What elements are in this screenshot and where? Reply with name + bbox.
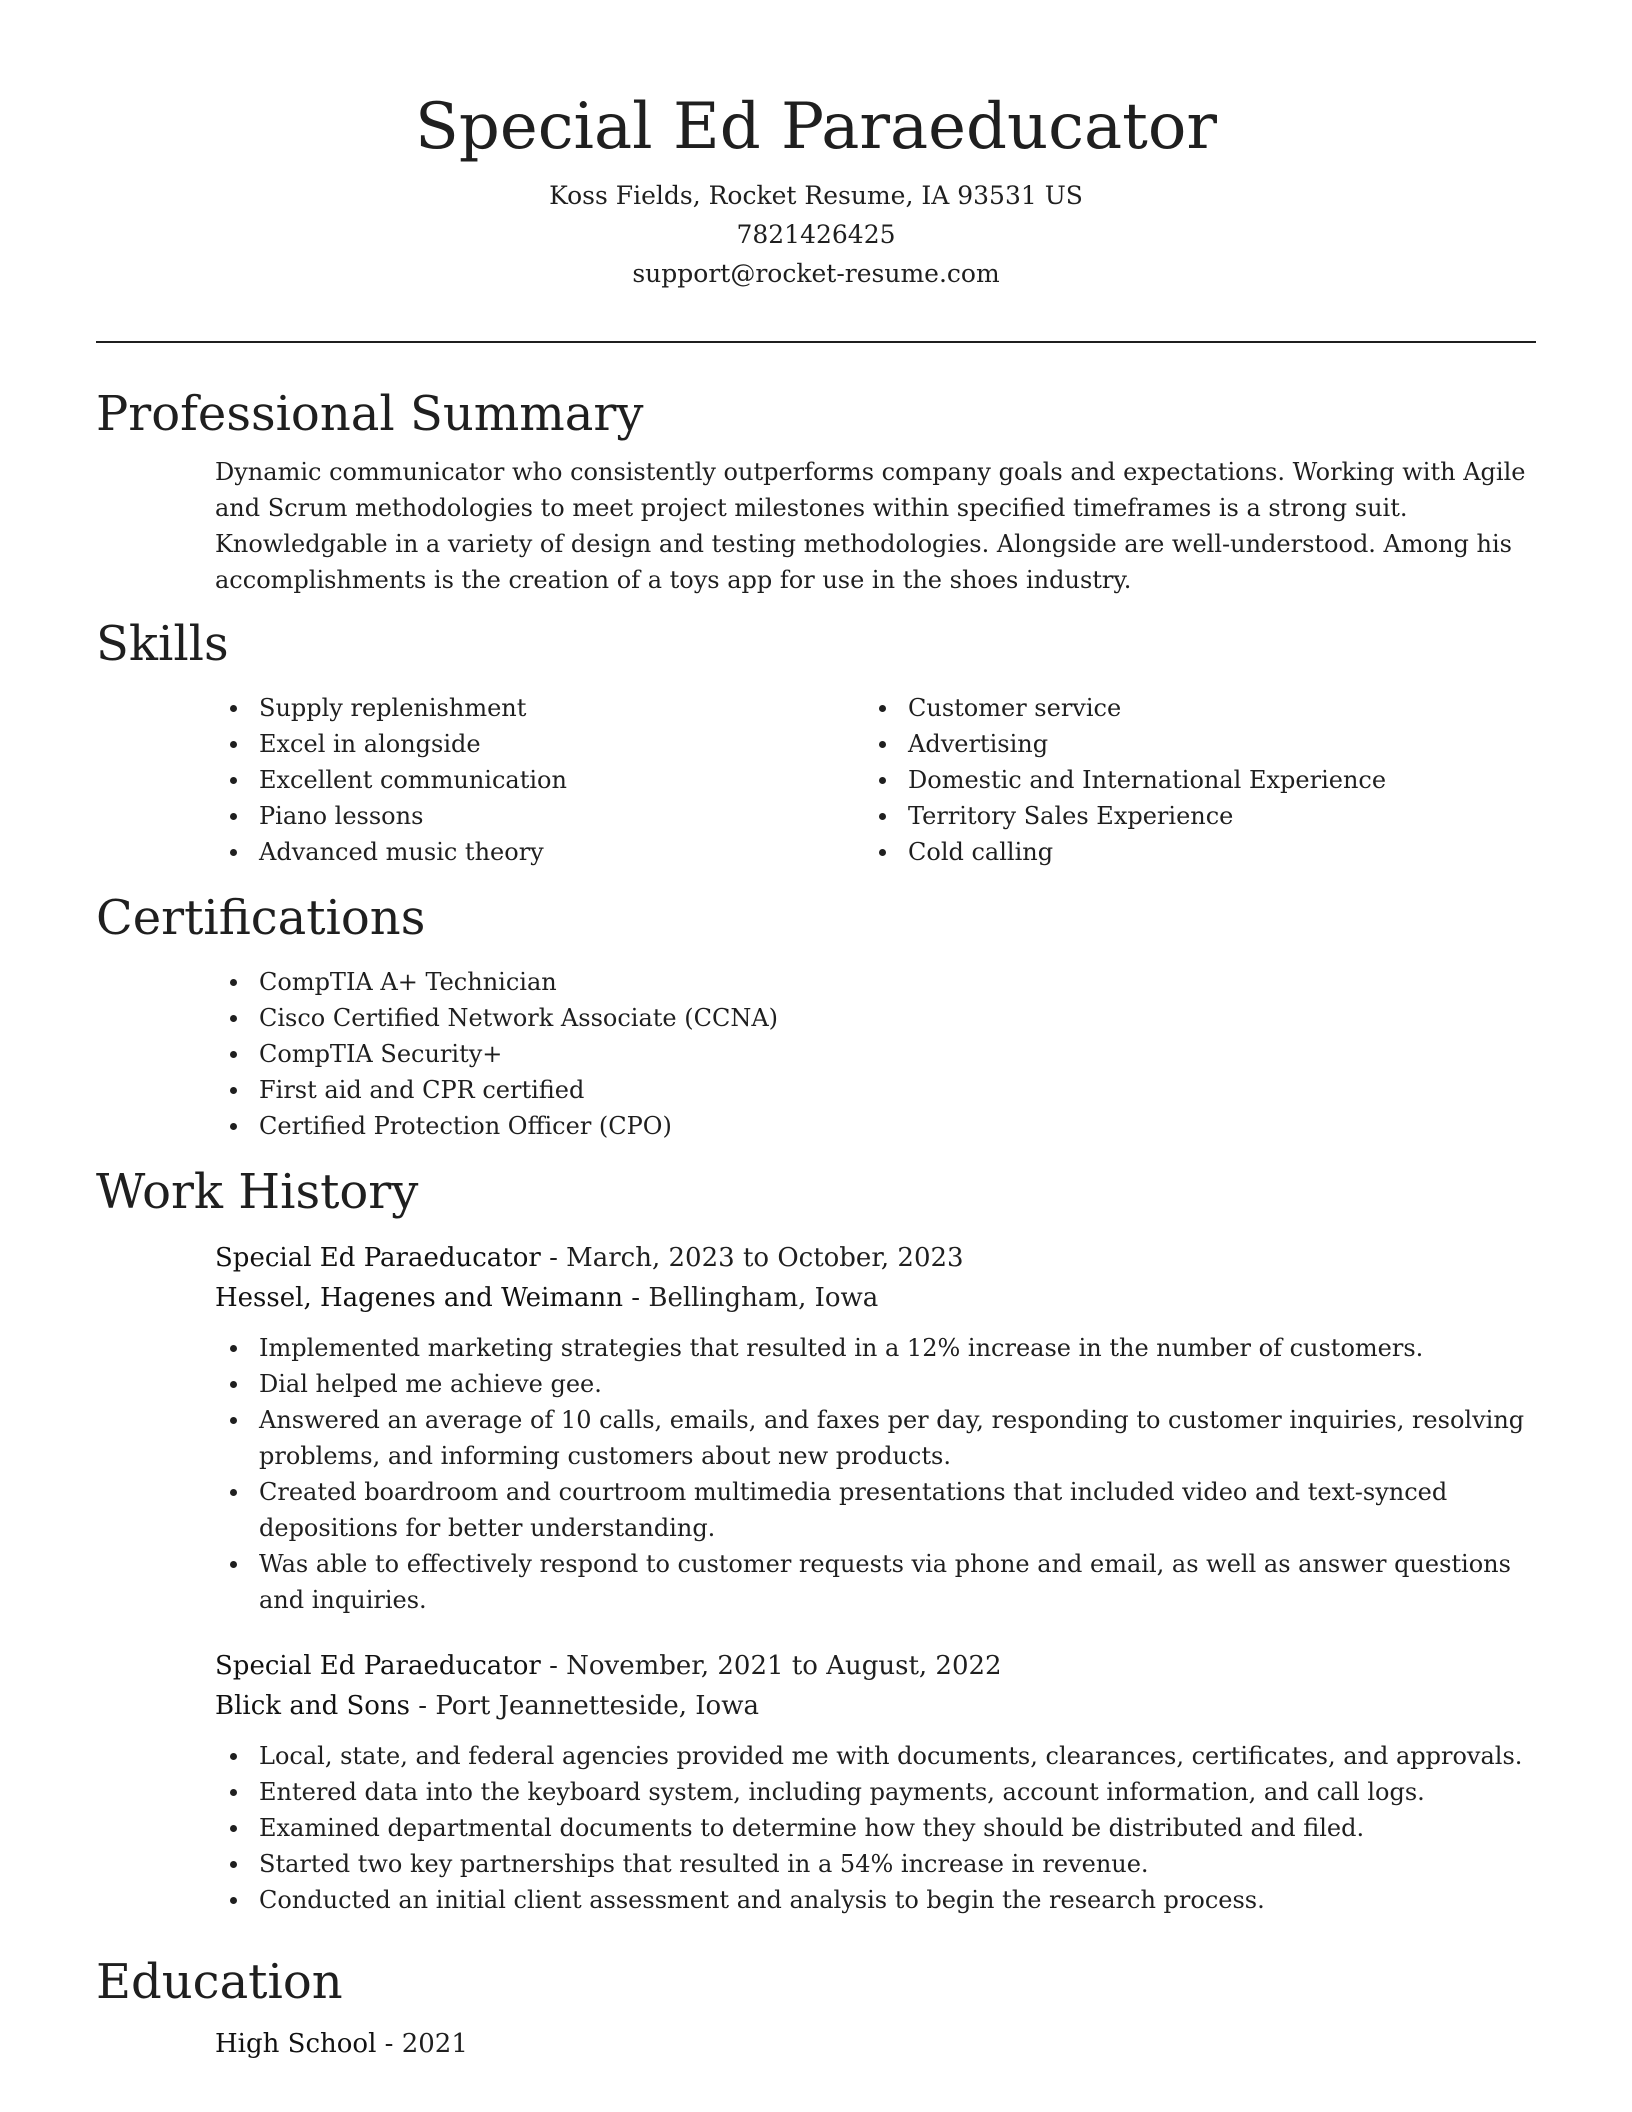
summary-heading: Professional Summary — [96, 386, 644, 442]
job-duty-item: Examined departmental documents to determine how they should be distributed and filed. — [215, 1810, 1536, 1846]
job-company: Hessel, Hagenes and Weimann — [215, 1283, 624, 1313]
skills-heading: Skills — [96, 616, 229, 672]
skills-section — [96, 608, 1536, 870]
work-history-heading: Work History — [96, 1164, 419, 1220]
certification-item: First aid and CPR certified — [215, 1072, 1536, 1108]
certification-item: Cisco Certified Network Associate (CCNA) — [215, 1000, 1536, 1036]
job-duty-item: Was able to effectively respond to customer requests via phone and email, as well as answer questions and inquiries. — [215, 1546, 1536, 1618]
job-entry — [215, 1238, 1536, 1618]
education-year: - 2021 — [376, 2029, 468, 2059]
certification-item: CompTIA A+ Technician — [215, 964, 1536, 1000]
certifications-section — [96, 882, 1536, 1144]
skill-item: Advanced music theory — [215, 834, 864, 870]
job-title: Special Ed Paraeducator — [215, 1651, 541, 1681]
job-company-line — [215, 1686, 1536, 1726]
job-dates: - November, 2021 to August, 2022 — [540, 1651, 1002, 1681]
job-title-line — [215, 1646, 1536, 1686]
skills-column-left — [215, 690, 864, 870]
skills-grid — [215, 690, 1536, 870]
education-degree: High School — [215, 2029, 377, 2059]
work-history-section — [96, 1156, 1536, 1918]
education-section — [96, 1946, 1536, 2064]
skills-column-right — [864, 690, 1513, 870]
job-title: Special Ed Paraeducator — [215, 1243, 541, 1273]
contact-email: support@rocket-resume.com — [632, 259, 1000, 288]
skill-item: Customer service — [864, 690, 1513, 726]
job-entry — [215, 1646, 1536, 1918]
job-duty-item: Answered an average of 10 calls, emails, and faxes per day, responding to customer inquiries, resolving problems, and informing customers about new products. — [215, 1402, 1536, 1474]
contact-address: Koss Fields, Rocket Resume, IA 93531 US — [549, 181, 1083, 210]
skill-item: Piano lessons — [215, 798, 864, 834]
job-duty-item: Local, state, and federal agencies provided me with documents, clearances, certificates, and approvals. — [215, 1738, 1536, 1774]
job-company-line — [215, 1278, 1536, 1318]
job-duty-item: Started two key partnerships that resulted in a 54% increase in revenue. — [215, 1846, 1536, 1882]
job-duty-item: Entered data into the keyboard system, including payments, account information, and call logs. — [215, 1774, 1536, 1810]
job-duty-item: Conducted an initial client assessment and analysis to begin the research process. — [215, 1882, 1536, 1918]
job-duty-item: Dial helped me achieve gee. — [215, 1366, 1536, 1402]
summary-section — [96, 378, 1536, 598]
contact-block — [96, 176, 1536, 293]
skill-item: Domestic and International Experience — [864, 762, 1513, 798]
candidate-name: Special Ed Paraeducator — [415, 90, 1217, 164]
certifications-list — [215, 964, 1536, 1144]
skill-item: Advertising — [864, 726, 1513, 762]
job-dates: - March, 2023 to October, 2023 — [540, 1243, 964, 1273]
job-title-line — [215, 1238, 1536, 1278]
skill-item: Supply replenishment — [215, 690, 864, 726]
skill-item: Excellent communication — [215, 762, 864, 798]
skill-item: Territory Sales Experience — [864, 798, 1513, 834]
job-duties — [215, 1330, 1536, 1618]
skill-item: Excel in alongside — [215, 726, 864, 762]
header-divider — [96, 341, 1536, 343]
job-duty-item: Created boardroom and courtroom multimedia presentations that included video and text-synced depositions for better understanding. — [215, 1474, 1536, 1546]
certification-item: CompTIA Security+ — [215, 1036, 1536, 1072]
contact-phone: 7821426425 — [736, 220, 896, 249]
certifications-heading: Certifications — [96, 890, 426, 946]
education-entry — [215, 2024, 1536, 2064]
job-duties — [215, 1738, 1536, 1918]
skill-item: Cold calling — [864, 834, 1513, 870]
certification-item: Certified Protection Officer (CPO) — [215, 1108, 1536, 1144]
job-duty-item: Implemented marketing strategies that resulted in a 12% increase in the number of customers. — [215, 1330, 1536, 1366]
job-location: - Bellingham, Iowa — [623, 1283, 879, 1313]
resume-header — [96, 82, 1536, 293]
education-heading: Education — [96, 1954, 343, 2010]
job-location: - Port Jeannetteside, Iowa — [410, 1691, 759, 1721]
summary-text: Dynamic communicator who consistently outperforms company goals and expectations. Working with Agile and Scrum methodologies to meet project milestones within specified timeframes is a strong suit. Knowledgable in a variety of design and testing methodologies. Alongside are well-understood. Among his accomplishments is the creation of a toys app for use in the shoes industry. — [215, 458, 1526, 594]
resume-body — [96, 378, 1536, 2074]
job-company: Blick and Sons — [215, 1691, 411, 1721]
